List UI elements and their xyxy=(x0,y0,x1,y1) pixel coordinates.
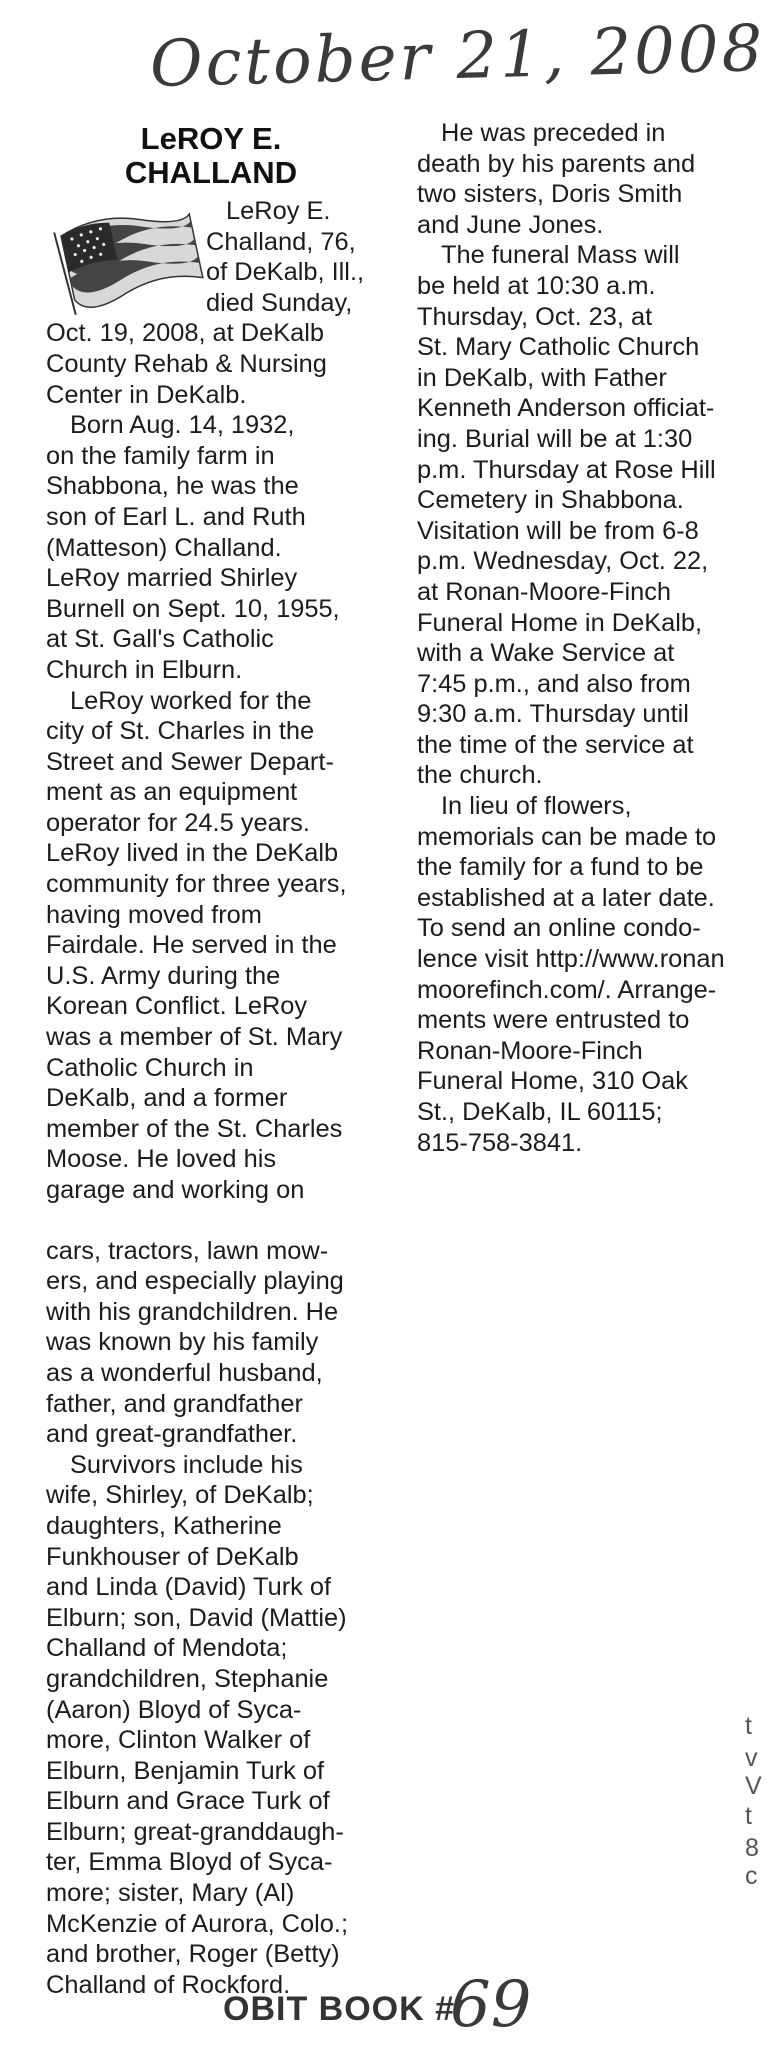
text-line: daughters, Katherine xyxy=(46,1511,282,1540)
text-line: 9:30 a.m. Thursday until xyxy=(417,700,689,729)
text-line: lence visit http://www.ronan xyxy=(417,945,725,974)
obituary-left-column xyxy=(46,118,376,2000)
text-line: as a wonderful husband, xyxy=(46,1358,323,1387)
text-line: community for three years, xyxy=(46,870,347,899)
text-line: Oct. 19, 2008, at DeKalb xyxy=(46,319,325,348)
text-line: Moose. He loved his xyxy=(46,1145,277,1174)
text-line: Funeral Home in DeKalb, xyxy=(417,608,703,637)
text-line: LeRoy worked for the xyxy=(70,686,312,715)
text-line: grandchildren, Stephanie xyxy=(46,1664,329,1693)
text-line: of DeKalb, Ill., xyxy=(206,258,365,287)
column-break-gap xyxy=(46,1206,376,1236)
obituary-headline xyxy=(46,122,376,190)
text-line: having moved from xyxy=(46,900,262,929)
text-line: Church in Elburn. xyxy=(46,655,243,684)
text-line: p.m. Thursday at Rose Hill xyxy=(417,455,716,484)
text-line: 815-758-3841. xyxy=(417,1128,583,1157)
text-line: two sisters, Doris Smith xyxy=(417,180,683,209)
text-line: LeRoy married Shirley xyxy=(46,564,298,593)
text-line: (Matteson) Challand. xyxy=(46,533,282,562)
text-line: Shabbona, he was the xyxy=(46,472,299,501)
text-line: Challand of Mendota; xyxy=(46,1634,288,1663)
text-line: St., DeKalb, IL 60115; xyxy=(417,1098,663,1126)
text-line: DeKalb, and a former xyxy=(46,1084,288,1113)
clipped-text-fragment: c xyxy=(745,1862,758,1890)
text-line: was a member of St. Mary xyxy=(46,1023,343,1052)
text-line: Center in DeKalb. xyxy=(46,380,247,409)
text-line: son of Earl L. and Ruth xyxy=(46,502,306,531)
text-line: and June Jones. xyxy=(417,210,604,239)
american-flag-icon xyxy=(46,198,206,308)
clipped-text-fragment: V xyxy=(745,1772,762,1800)
text-line: Born Aug. 14, 1932, xyxy=(70,411,295,440)
text-line: member of the St. Charles xyxy=(46,1114,343,1143)
text-line: Elburn; son, David (Mattie) xyxy=(46,1603,347,1632)
text-line: Korean Conflict. LeRoy xyxy=(46,992,308,1021)
text-line: death by his parents and xyxy=(417,149,696,178)
text-line: Visitation will be from 6-8 xyxy=(417,516,699,545)
text-line: established at a later date. xyxy=(417,883,715,912)
text-line: city of St. Charles in the xyxy=(46,717,315,746)
text-line: and Linda (David) Turk of xyxy=(46,1573,332,1602)
text-line: Cemetery in Shabbona. xyxy=(417,486,684,515)
text-line: garage and working on xyxy=(46,1176,305,1204)
text-line: Challand of Rockford. xyxy=(46,1970,291,1999)
text-line: Thursday, Oct. 23, at xyxy=(417,302,653,331)
text-line: Survivors include his xyxy=(70,1450,303,1479)
clipped-text-fragment: t xyxy=(745,1802,752,1830)
text-line: LeRoy lived in the DeKalb xyxy=(46,839,339,868)
text-line: He was preceded in xyxy=(441,119,666,147)
text-line: with a Wake Service at xyxy=(417,639,675,668)
text-line: Elburn and Grace Turk of xyxy=(46,1787,330,1816)
text-line: Burnell on Sept. 10, 1955, xyxy=(46,594,340,623)
text-line: p.m. Wednesday, Oct. 22, xyxy=(417,547,709,576)
headline-line-2: CHALLAND xyxy=(124,155,298,190)
text-line: Catholic Church in xyxy=(46,1053,254,1082)
text-line: LeRoy E. xyxy=(226,197,331,225)
text-line: Challand, 76, xyxy=(206,227,356,256)
text-line: ing. Burial will be at 1:30 xyxy=(417,424,693,453)
text-line: St. Mary Catholic Church xyxy=(417,333,700,362)
text-line: County Rehab & Nursing xyxy=(46,349,327,378)
text-line: memorials can be made to xyxy=(417,822,717,851)
text-line: father, and grandfather xyxy=(46,1389,303,1418)
text-line: in DeKalb, with Father xyxy=(417,363,667,392)
clipped-text-fragment: t xyxy=(745,1712,752,1740)
text-line: In lieu of flowers, xyxy=(441,792,632,821)
text-line: Elburn, Benjamin Turk of xyxy=(46,1756,325,1785)
handwritten-date: October 21, 2008 xyxy=(149,11,766,103)
text-line: wife, Shirley, of DeKalb; xyxy=(46,1481,314,1510)
text-line: U.S. Army during the xyxy=(46,961,281,990)
text-line: Fairdale. He served in the xyxy=(46,931,337,960)
text-line: ment as an equipment xyxy=(46,778,298,807)
obit-book-label: OBIT BOOK # xyxy=(223,1990,456,2028)
text-line: cars, tractors, lawn mow- xyxy=(46,1236,329,1265)
text-line: Elburn; great-granddaugh- xyxy=(46,1817,344,1846)
text-line: the time of the service at xyxy=(417,730,694,759)
text-line: To send an online condo- xyxy=(417,914,701,943)
text-line: ers, and especially playing xyxy=(46,1267,344,1296)
text-line: more, Clinton Walker of xyxy=(46,1726,311,1755)
text-line: Funeral Home, 310 Oak xyxy=(417,1067,688,1096)
text-line: was known by his family xyxy=(46,1328,319,1357)
text-line: and great-grandfather. xyxy=(46,1420,298,1449)
text-line: be held at 10:30 a.m. xyxy=(417,271,656,300)
text-line: more; sister, Mary (Al) xyxy=(46,1879,295,1908)
text-line: died Sunday, xyxy=(206,288,353,317)
text-line: Kenneth Anderson officiat- xyxy=(417,394,715,423)
text-line: 7:45 p.m., and also from xyxy=(417,669,691,698)
text-line: ter, Emma Bloyd of Syca- xyxy=(46,1848,333,1877)
text-line: (Aaron) Bloyd of Syca- xyxy=(46,1695,302,1724)
text-line: at Ronan-Moore-Finch xyxy=(417,577,672,606)
text-line: Funkhouser of DeKalb xyxy=(46,1542,299,1571)
text-line: at St. Gall's Catholic xyxy=(46,625,274,654)
clipped-text-fragment: v xyxy=(745,1744,758,1772)
text-line: The funeral Mass will xyxy=(441,241,680,270)
clipped-text-fragment: 8 xyxy=(745,1834,759,1862)
text-line: McKenzie of Aurora, Colo.; xyxy=(46,1909,349,1938)
text-line: the church. xyxy=(417,761,543,790)
headline-line-1: LeROY E. xyxy=(140,121,282,156)
text-line: Street and Sewer Depart- xyxy=(46,747,334,776)
text-line: operator for 24.5 years. xyxy=(46,808,310,837)
obit-book-number: 69 xyxy=(450,1968,532,2042)
text-line: the family for a fund to be xyxy=(417,853,704,882)
text-line: moorefinch.com/. Arrange- xyxy=(417,975,717,1004)
text-line: Ronan-Moore-Finch xyxy=(417,1036,643,1065)
text-line: with his grandchildren. He xyxy=(46,1297,339,1326)
text-line: and brother, Roger (Betty) xyxy=(46,1940,340,1969)
obituary-right-column xyxy=(417,118,757,1158)
text-line: on the family farm in xyxy=(46,441,275,470)
text-line: ments were entrusted to xyxy=(417,1006,690,1035)
